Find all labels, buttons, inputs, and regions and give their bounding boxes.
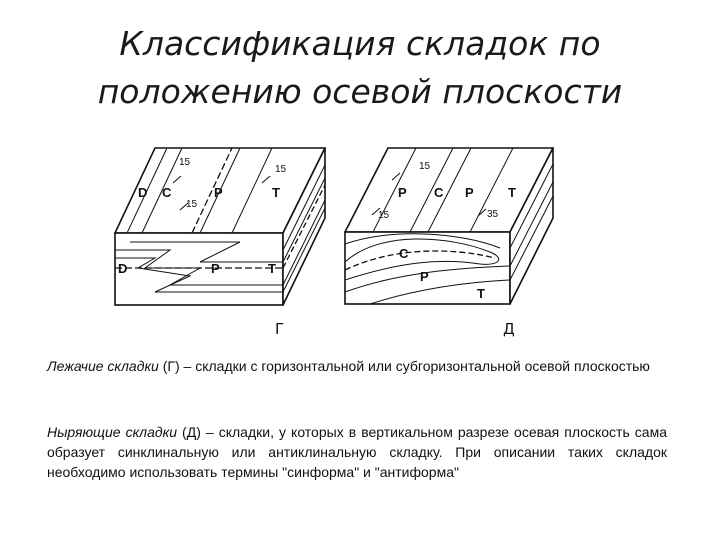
plunging-fold-block (345, 148, 553, 304)
title-line-1: Классификация складок по (119, 24, 601, 63)
label-t-top: T (508, 185, 516, 200)
caption-recumbent: Г (275, 320, 285, 338)
label-t-side: T (477, 286, 485, 301)
dip-value: 35 (487, 209, 499, 220)
label-t-top: T (272, 185, 280, 200)
dip-value: 15 (275, 164, 287, 175)
definition-text: (Д) – складки, у которых в вертикальном разрезе осевая плоскость сама образует синклинальную или антиклинальную складку. При описании таких складок необходимо использовать термины "синформа" и "антиформа" (47, 424, 668, 480)
label-c-top: C (162, 185, 172, 200)
dip-value: 15 (179, 157, 191, 168)
label-c-side: C (399, 246, 409, 261)
label-t-side: T (268, 261, 276, 276)
caption-plunging: Д (503, 320, 515, 338)
definition-recumbent (47, 356, 667, 376)
title-line-2: положению осевой плоскости (97, 72, 623, 111)
term-recumbent: Лежачие складки (47, 358, 159, 374)
dip-value: 15 (419, 161, 431, 172)
label-c-top: C (434, 185, 444, 200)
label-p-side: P (211, 261, 220, 276)
label-p-top-2: P (465, 185, 474, 200)
label-d-top: D (138, 185, 148, 200)
dip-value: 15 (186, 199, 198, 210)
recumbent-fold-block (115, 148, 325, 305)
label-d-side: D (118, 261, 128, 276)
dip-value: 15 (378, 210, 390, 221)
label-p-top: P (214, 185, 223, 200)
definition-text: (Г) – складки с горизонтальной или субгоризонтальной осевой плоскостью (158, 358, 650, 374)
label-p-top-1: P (398, 185, 407, 200)
definition-plunging (47, 422, 667, 482)
term-plunging: Ныряющие складки (47, 424, 178, 440)
label-p-side: P (420, 269, 429, 284)
